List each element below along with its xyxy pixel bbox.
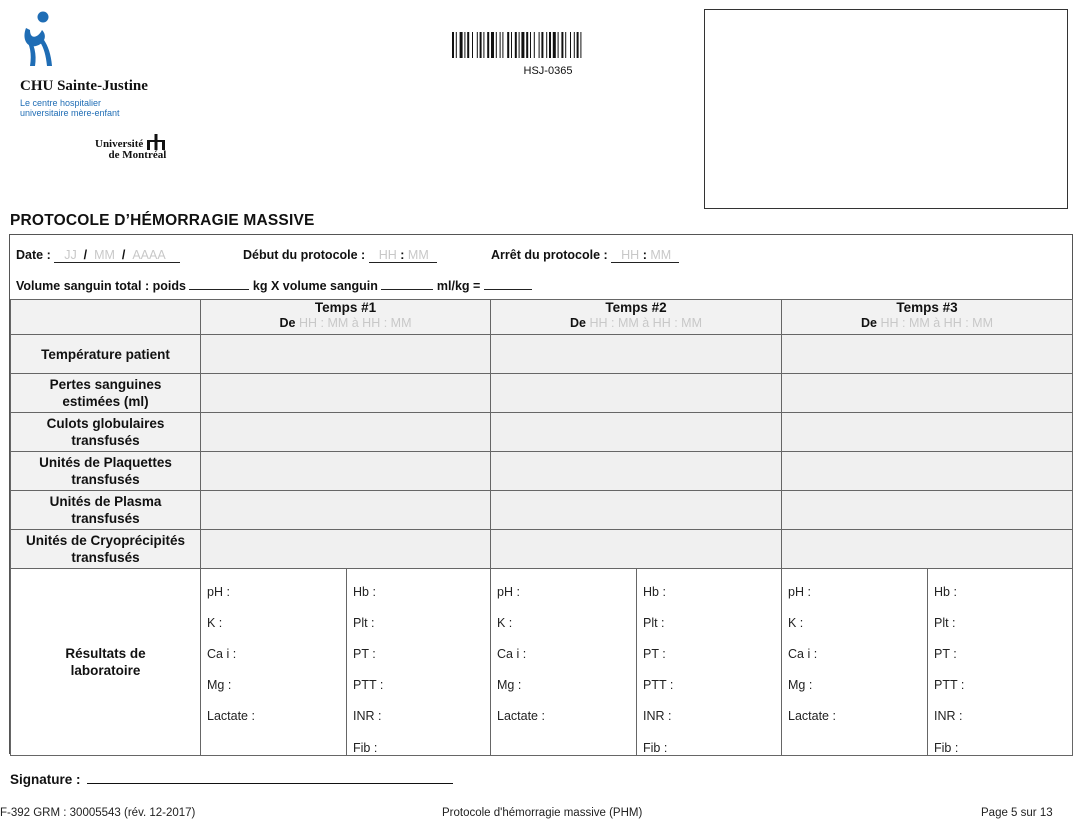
row-label-line-1: Unités de Cryoprécipités xyxy=(25,533,186,548)
signature-label: Signature : xyxy=(10,772,81,787)
entry-cell[interactable] xyxy=(491,374,782,413)
table-row xyxy=(11,452,1073,491)
lab-field[interactable]: Hb : xyxy=(353,585,376,599)
barcode-bar xyxy=(546,32,547,58)
blood-volume-blank[interactable] xyxy=(381,277,433,290)
barcode-bar xyxy=(487,32,489,58)
row-label-line-1: Pertes sanguines xyxy=(49,377,162,392)
lab-results-cell xyxy=(782,569,1073,756)
lab-field[interactable]: K : xyxy=(497,616,513,630)
lab-results-label xyxy=(11,569,201,756)
lab-results-row xyxy=(11,569,1073,756)
row-label xyxy=(11,530,201,569)
stop-hour-placeholder: HH xyxy=(621,248,640,262)
barcode-bar xyxy=(496,32,497,58)
table-header-empty xyxy=(11,300,201,335)
entry-cell[interactable] xyxy=(782,374,1073,413)
barcode-bar xyxy=(526,32,528,58)
table-row xyxy=(11,491,1073,530)
university-emblem-icon xyxy=(146,134,166,150)
barcode-bar xyxy=(558,32,559,58)
time-range-placeholder[interactable]: HH : MM à HH : MM xyxy=(589,316,702,330)
lab-results-right-column xyxy=(928,569,1072,755)
barcode-bar xyxy=(539,32,540,58)
hospital-subtitle-line-1: Le centre hospitalier xyxy=(20,98,102,108)
from-label: De xyxy=(279,316,296,330)
entry-cell[interactable] xyxy=(201,335,491,374)
row-label-line-1: Unités de Plasma xyxy=(49,494,162,509)
lab-field[interactable]: PT : xyxy=(353,647,376,661)
time-range-placeholder[interactable]: HH : MM à HH : MM xyxy=(298,316,412,330)
university-logo xyxy=(95,134,166,161)
lab-field[interactable]: INR : xyxy=(643,709,672,723)
footer-form-code: F-392 GRM : 30005543 (rév. 12-2017) xyxy=(0,807,196,819)
signature-field[interactable] xyxy=(10,770,453,787)
row-label-line-2: transfusés xyxy=(71,433,140,448)
time-range-placeholder[interactable]: HH : MM à HH : MM xyxy=(880,316,993,330)
lab-field[interactable]: Lactate : xyxy=(788,709,836,723)
date-separator: / xyxy=(121,248,126,262)
lab-field[interactable]: pH : xyxy=(497,585,520,599)
protocol-start-field[interactable] xyxy=(243,248,437,263)
lab-field[interactable]: Plt : xyxy=(353,616,375,630)
entry-cell[interactable] xyxy=(782,335,1073,374)
lab-field[interactable]: INR : xyxy=(353,709,382,723)
ml-kg-label: ml/kg = xyxy=(436,279,481,293)
time-column-title: Temps #2 xyxy=(605,300,667,315)
lab-field[interactable]: Lactate : xyxy=(207,709,255,723)
time-column-header xyxy=(491,300,782,335)
barcode-bar xyxy=(480,32,482,58)
lab-field[interactable]: Mg : xyxy=(788,678,813,692)
barcode-bar xyxy=(565,32,566,58)
row-label-line-1: Température patient xyxy=(41,346,170,362)
lab-results-cell xyxy=(491,569,782,756)
barcode-bar xyxy=(483,32,484,58)
stop-minute-placeholder: MM xyxy=(650,248,672,262)
barcode-bar xyxy=(507,32,509,58)
lab-results-left-column xyxy=(201,569,347,755)
row-label-line-2: transfusés xyxy=(71,511,140,526)
entry-cell[interactable] xyxy=(201,452,491,491)
time-separator: : xyxy=(400,248,405,262)
row-label xyxy=(11,413,201,452)
total-volume-blank[interactable] xyxy=(484,277,532,290)
date-month-placeholder: MM xyxy=(94,248,115,262)
lab-field[interactable]: PTT : xyxy=(934,678,965,692)
row-label-line-2: estimées (ml) xyxy=(62,394,149,409)
lab-results-label-line-2: laboratoire xyxy=(70,663,141,678)
barcode-bar xyxy=(456,32,457,58)
barcode-bar xyxy=(477,32,478,58)
barcode-bar xyxy=(452,32,454,58)
protocol-table xyxy=(10,299,1073,756)
table-row xyxy=(11,374,1073,413)
barcode-block xyxy=(452,32,644,77)
barcode-bar xyxy=(530,32,531,58)
date-separator: / xyxy=(83,248,88,262)
table-header-row xyxy=(11,300,1073,335)
barcode-bar xyxy=(553,32,556,58)
lab-results-left-column xyxy=(782,569,928,755)
time-column-title: Temps #3 xyxy=(896,300,958,315)
barcode-bar xyxy=(521,32,524,58)
barcode-bar xyxy=(577,32,579,58)
protocol-stop-field[interactable] xyxy=(491,248,679,263)
barcode-bar xyxy=(570,32,571,58)
barcode-bar xyxy=(500,32,501,58)
blood-volume-label: Volume sanguin total : poids xyxy=(16,279,186,293)
patient-label-box xyxy=(704,9,1068,209)
entry-cell[interactable] xyxy=(201,374,491,413)
lab-results-left-column xyxy=(491,569,637,755)
entry-cell[interactable] xyxy=(491,335,782,374)
lab-results-cell xyxy=(201,569,491,756)
lab-results-right-column xyxy=(637,569,781,755)
entry-cell[interactable] xyxy=(782,413,1073,452)
date-year-placeholder: AAAA xyxy=(132,248,166,262)
row-label-line-2: transfusés xyxy=(71,472,140,487)
from-label: De xyxy=(570,316,586,330)
lab-field[interactable]: Plt : xyxy=(934,616,956,630)
hospital-subtitle-line-2: universitaire mère-enfant xyxy=(20,108,120,118)
footer-document-name: Protocole d'hémorragie massive (PHM) xyxy=(442,807,643,819)
lab-field[interactable]: Hb : xyxy=(934,585,957,599)
footer-page-number: Page 5 sur 13 xyxy=(981,807,1053,819)
date-label: Date : xyxy=(16,248,51,262)
protocol-start-label: Début du protocole : xyxy=(243,248,366,262)
lab-field[interactable]: pH : xyxy=(788,585,811,599)
barcode-bar xyxy=(519,32,520,58)
entry-cell[interactable] xyxy=(491,530,782,569)
lab-field[interactable]: PT : xyxy=(643,647,666,661)
lab-field[interactable]: Mg : xyxy=(497,678,522,692)
lab-field[interactable]: INR : xyxy=(934,709,963,723)
lab-field[interactable]: Ca i : xyxy=(497,647,527,661)
lab-field[interactable]: Mg : xyxy=(207,678,232,692)
university-name-line-2: de Montréal xyxy=(108,149,167,161)
entry-cell[interactable] xyxy=(491,491,782,530)
time-column-title: Temps #1 xyxy=(314,300,377,315)
row-label-line-2: transfusés xyxy=(71,550,140,565)
lab-field[interactable]: K : xyxy=(207,616,223,630)
table-row xyxy=(11,335,1073,374)
protocol-form xyxy=(9,234,1073,754)
lab-results-label-line-1: Résultats de xyxy=(65,646,146,661)
row-label-line-1: Culots globulaires xyxy=(46,416,165,431)
entry-cell[interactable] xyxy=(201,530,491,569)
entry-cell[interactable] xyxy=(782,530,1073,569)
row-label xyxy=(11,335,201,374)
row-label-line-1: Unités de Plaquettes xyxy=(39,455,172,470)
protocol-info-row xyxy=(10,235,1072,300)
barcode-label: HSJ-0365 xyxy=(523,65,573,77)
table-row xyxy=(11,530,1073,569)
lab-field[interactable]: PTT : xyxy=(643,678,674,692)
barcode-bar xyxy=(574,32,575,58)
lab-field[interactable]: Ca i : xyxy=(788,647,818,661)
lab-field[interactable]: Fib : xyxy=(353,741,378,755)
lab-field[interactable]: K : xyxy=(788,616,804,630)
hospital-name: CHU Sainte-Justine xyxy=(20,78,148,94)
barcode-bar xyxy=(515,32,517,58)
start-hour-placeholder: HH xyxy=(378,248,397,262)
date-field[interactable] xyxy=(16,248,180,263)
entry-cell[interactable] xyxy=(491,413,782,452)
row-label xyxy=(11,374,201,413)
lab-results-right-column xyxy=(347,569,490,755)
barcode-bar xyxy=(467,32,469,58)
barcode-bar xyxy=(472,32,473,58)
table-row xyxy=(11,413,1073,452)
lab-field[interactable]: Hb : xyxy=(643,585,666,599)
kg-label: kg X volume sanguin xyxy=(252,279,378,293)
lab-field[interactable]: Plt : xyxy=(643,616,665,630)
document-title: PROTOCOLE D’HÉMORRAGIE MASSIVE xyxy=(10,212,315,229)
lab-field[interactable]: pH : xyxy=(207,585,230,599)
lab-field[interactable]: Fib : xyxy=(934,741,959,755)
lab-field[interactable]: PT : xyxy=(934,647,957,661)
lab-field[interactable]: Ca i : xyxy=(207,647,237,661)
start-minute-placeholder: MM xyxy=(407,248,429,262)
signature-line[interactable] xyxy=(87,770,453,784)
time-column-header xyxy=(201,300,491,335)
lab-field[interactable]: Lactate : xyxy=(497,709,545,723)
date-day-placeholder: JJ xyxy=(64,248,77,262)
from-label: De xyxy=(861,316,877,330)
entry-cell[interactable] xyxy=(782,491,1073,530)
barcode-bar xyxy=(460,32,463,58)
barcode-bar xyxy=(541,32,543,58)
time-separator: : xyxy=(642,248,647,262)
barcode-bar xyxy=(549,32,551,58)
lab-field[interactable]: Fib : xyxy=(643,741,668,755)
hospital-logo-icon xyxy=(20,8,60,70)
entry-cell[interactable] xyxy=(201,491,491,530)
barcode-bar xyxy=(502,32,503,58)
lab-field[interactable]: PTT : xyxy=(353,678,384,692)
barcode-bar xyxy=(561,32,563,58)
university-name-line-1: Université xyxy=(95,138,144,150)
weight-blank[interactable] xyxy=(189,277,249,290)
barcode-bar xyxy=(511,32,512,58)
row-label xyxy=(11,452,201,491)
barcode-bar xyxy=(534,32,535,58)
entry-cell[interactable] xyxy=(782,452,1073,491)
barcode-icon xyxy=(452,32,644,58)
time-column-header xyxy=(782,300,1073,335)
barcode-bar xyxy=(464,32,465,58)
entry-cell[interactable] xyxy=(491,452,782,491)
barcode-bar xyxy=(580,32,581,58)
entry-cell[interactable] xyxy=(201,413,491,452)
barcode-bar xyxy=(491,32,494,58)
hospital-logo xyxy=(20,8,180,161)
protocol-stop-label: Arrêt du protocole : xyxy=(491,248,608,262)
blood-volume-line xyxy=(16,277,532,293)
row-label xyxy=(11,491,201,530)
